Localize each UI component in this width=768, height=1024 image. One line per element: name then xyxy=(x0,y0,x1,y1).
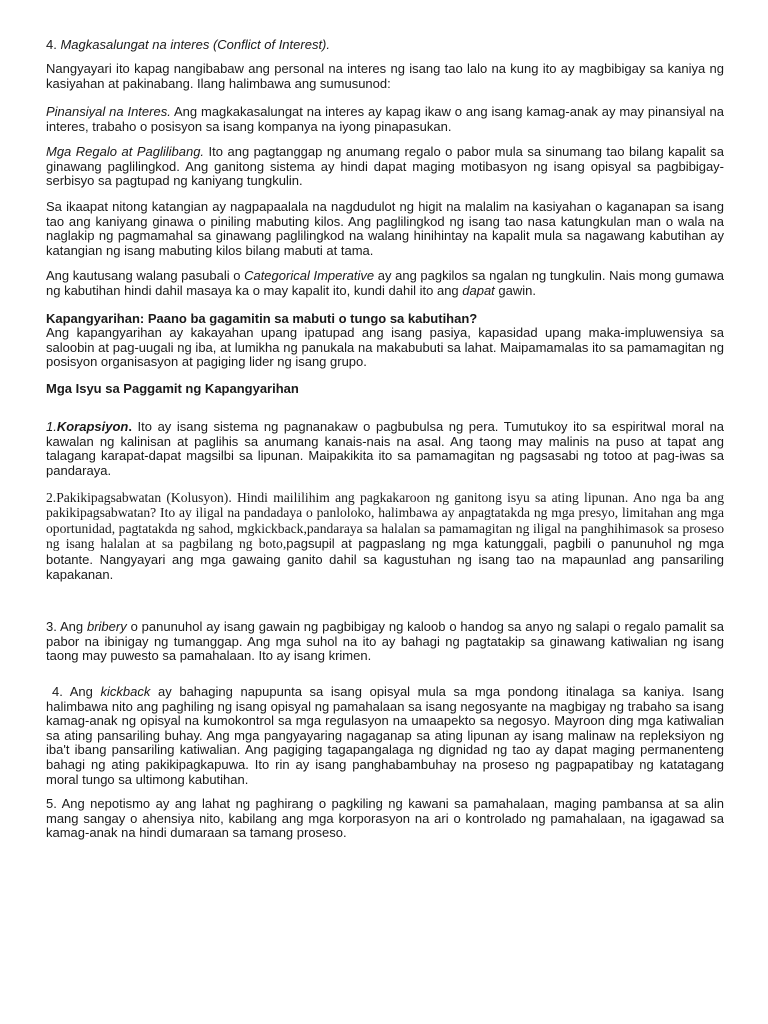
paragraph-kickback: 4. Ang kickback ay bahaging napupunta sa isang opisyal mula sa mga pondong itinalaga sa kaniya. Isang halimbawa nito ang paghiling ng isang opisyal ng pamahalaan sa isang negosyante na magbigay ng trabaho sa isang kamag-anak ng opisyal na kumokontrol sa mga regulasyon na umaapekto sa negosyo. Mayroon ding mga katiwalian sa ating pansariling buhay. Ang mga pangyayaring nagaganap sa ating lipunan ay isang malinaw na repleksiyon ng iba't ibang pansariling katiwalian. Ang pagiging tagapangalaga ng dignidad ng tao ay dapat maging permanenteng bahagi ng ating pakikipagkapuwa. Ito rin ay isang panghabambuhay na proseso ng pagpapatibay ng katatagang moral tungo sa ultimong kabutihan. xyxy=(46,684,724,787)
paragraph-categorical-imperative: Ang kautusang walang pasubali o Categorical Imperative ay ang pagkilos sa ngalan ng tungkulin. Nais mong gumawa ng kabutihan hindi dahil masaya ka o may kapalit ito, kundi dahil ito ang dapat gawin. xyxy=(46,268,724,298)
paragraph-nepotismo: 5. Ang nepotismo ay ang lahat ng paghirang o pagkiling ng kawani sa pamahalaan, maging pambansa at sa alin mang sangay o ahensiya nito, kabilang ang mga korporasyon na ari o kontrolado ng pamahalaan, na igagawad sa kamag-anak na hindi dumaraan sa tamang proseso. xyxy=(46,796,724,841)
paragraph-pinansiyal-na-interes: Pinansiyal na Interes. Ang magkakasalungat na interes ay kapag ikaw o ang isang kamag-anak ay may pinansiyal na interes, trabaho o posisyon sa isang kompanya na iyong pinapasukan. xyxy=(46,104,724,134)
paragraph-korapsiyon: 1.Korapsiyon. Ito ay isang sistema ng pagnanakaw o pagbubulsa ng pera. Tumutukoy ito sa espiritwal moral na kawalan ng kalinisan at paglihis sa anumang kanais-nais na asal. Ang taong may malinis na puso at tapat ang talagang karapat-dapat magsilbi sa lipunan. Maipakikita ito sa pamamagitan ng pagsasabi ng totoo at pag-iwas sa pandaraya. xyxy=(46,419,724,478)
paragraph-intro: Nangyayari ito kapag nangibabaw ang personal na interes ng isang tao lalo na kung ito ay magbibigay sa kaniya ng kasiyahan at pakinabang. Ilang halimbawa ang sumusunod: xyxy=(46,61,724,91)
paragraph-bribery: 3. Ang bribery o panunuhol ay isang gawain ng pagbibigay ng kaloob o handog sa anyo ng salapi o regalo pamalit sa pabor na ibinigay ng tumanggap. Ang mga suhol na ito ay bahagi ng pagtatakip sa ginawang katiwalian ng isang taong may puwesto sa pamahalaan. Ito ay isang krimen. xyxy=(46,619,724,664)
paragraph-pakikipagsabwatan: 2.Pakikipagsabwatan (Kolusyon). Hindi maililihim ang pagkakaroon ng ganitong isyu sa ating lipunan. Ano nga ba ang pakikipagsabwatan? Ito ay iligal na pandadaya o panloloko, halimbawa ay anpagtatakda ng mga presyo, limitahan ang mga oportunidad, pagtatakda ng sahod, mgkickback,pandaraya sa halalan sa pamamagitan ng iligal na panghihimasok sa proseso ng isang halalan at sa pagbilang ng boto,pagsupil at pagpaslang ng mga katunggali, pagbili o panunuhol ng mga botante. Nangyayari ang mga gawaing ganito dahil sa kagustuhan ng isang tao na mapaunlad ang pansariling kapakanan. xyxy=(46,490,724,583)
heading-kapangyarihan: Kapangyarihan: Paano ba gagamitin sa mabuti o tungo sa kabutihan? xyxy=(46,311,478,326)
paragraph-ikaapat-na-katangian: Sa ikaapat nitong katangian ay nagpapaalala na nagdudulot ng higit na malalim na kasiyahan o kaganapan sa isang tao ang kaniyang ginawa o piniling mabuting kilos. Ang paglilingkod ng isang tao nasa katungkulan man o wala na naglakip ng pagmamahal sa ginawang paglilingkod na walang hinihintay na kapalit mula sa nagawang kabutihan ay katangian ng isang mabuting kilos bilang mabuti at tama. xyxy=(46,199,724,258)
heading-mga-isyu: Mga Isyu sa Paggamit ng Kapangyarihan xyxy=(46,381,299,396)
section-heading-conflict-of-interest: 4. Magkasalungat na interes (Conflict of Interest). xyxy=(46,37,330,52)
paragraph-mga-regalo: Mga Regalo at Paglilibang. Ito ang pagtanggap ng anumang regalo o pabor mula sa sinumang tao bilang kapalit sa ginawang paglilingkod. Ang ganitong sistema ay hindi dapat maging motibasyon ng isang opisyal sa pagbibigay-serbisyo sa pagtupad ng kaniyang tungkulin. xyxy=(46,144,724,189)
paragraph-kapangyarihan: Ang kapangyarihan ay kakayahan upang ipatupad ang isang pasiya, kapasidad upang maka-impluwensiya sa saloobin at pag-uugali ng iba, at lumikha ng panukala na makabubuti sa lahat. Maipamamalas ito sa pamamagitan ng posisyon organisasyon at pagiging lider ng isang grupo. xyxy=(46,325,724,370)
